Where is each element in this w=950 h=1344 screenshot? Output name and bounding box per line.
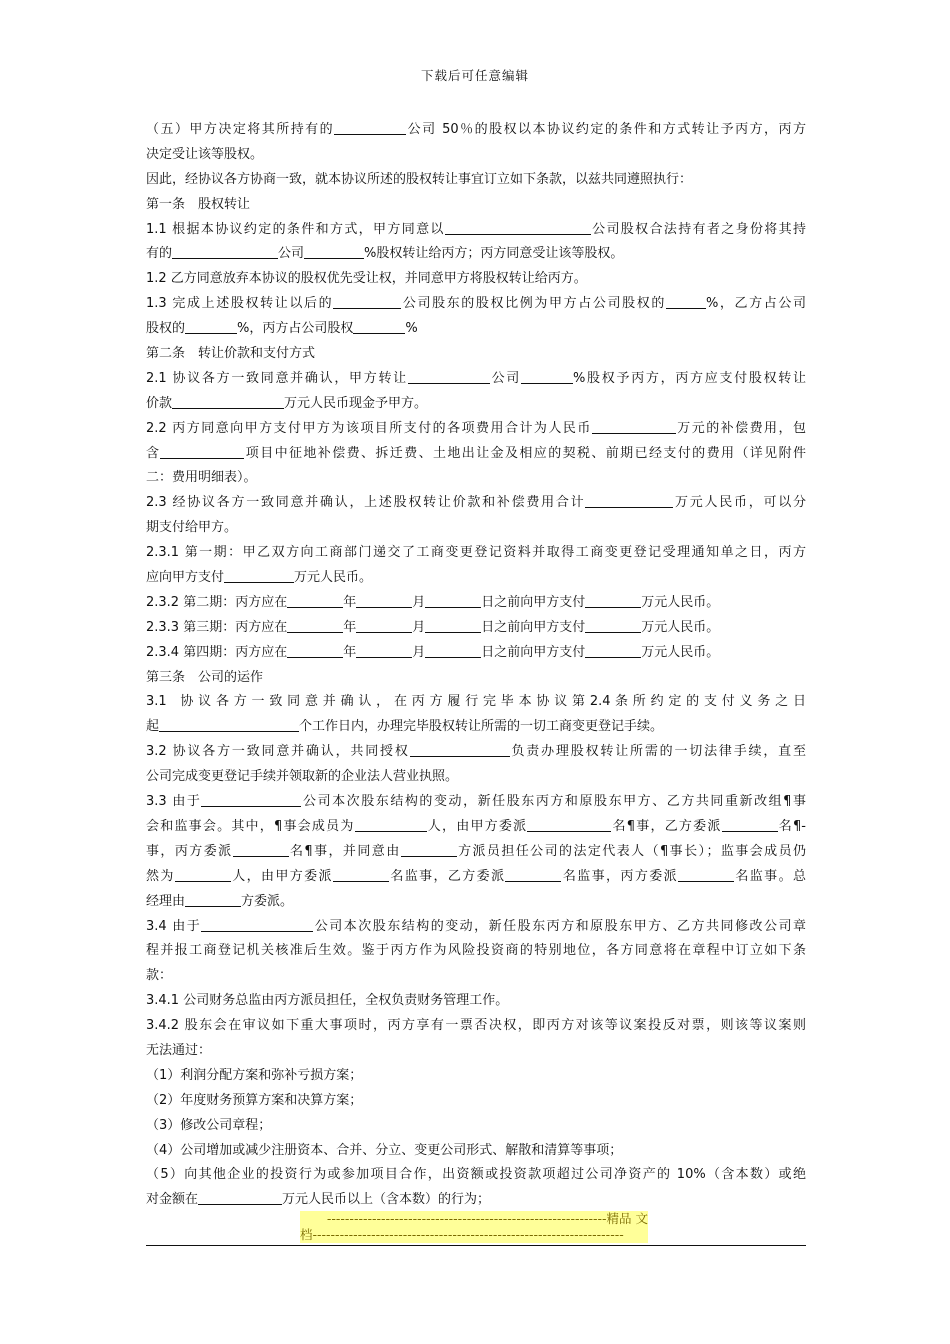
fill-in-blank — [333, 867, 389, 882]
fill-in-blank — [521, 369, 573, 384]
text-line — [146, 143, 806, 168]
text-segment: %股权予丙方，丙方应支付股权转让 — [573, 370, 806, 386]
fill-in-blank — [666, 294, 706, 309]
text-line — [146, 1064, 806, 1089]
text-line — [146, 890, 806, 915]
fill-in-blank — [356, 618, 412, 633]
text-segment: 人，由甲方委派 — [230, 868, 333, 884]
text-segment: 公司 50％的股权以本协议约定的条件和方式转让予丙方，丙方 — [406, 122, 806, 137]
text-segment: 个工作日内，办理完毕股权转让所需的一切工商变更登记手续。 — [299, 719, 664, 735]
text-line — [146, 466, 806, 491]
text-line — [146, 1014, 806, 1039]
fill-in-blank — [353, 319, 405, 334]
text-line — [146, 317, 806, 342]
text-segment: 日之前向甲方支付 — [481, 594, 586, 610]
fill-in-blank — [425, 618, 481, 633]
text-segment: 程并报工商登记机关核准后生效。鉴于丙方作为风险投资商的特别地位，各方同意将在章程中订立如下条 — [146, 943, 806, 959]
text-line — [146, 218, 806, 243]
text-line — [146, 367, 806, 392]
text-segment: 公司完成变更登记手续并领取新的企业法人营业执照。 — [146, 769, 459, 785]
text-segment: 日之前向甲方支付 — [481, 619, 586, 635]
fill-in-blank — [224, 568, 294, 583]
fill-in-blank — [585, 643, 641, 658]
text-segment: 2.3.4 第四期：丙方应在 — [146, 644, 288, 660]
fill-in-blank — [172, 244, 278, 259]
text-segment: 日之前向甲方支付 — [481, 644, 586, 660]
text-segment: 含 — [146, 445, 161, 461]
fill-in-blank — [356, 593, 412, 608]
text-segment: 2.3.3 第三期：丙方应在 — [146, 619, 288, 635]
text-segment: 价款 — [146, 395, 173, 411]
text-line — [146, 1188, 806, 1213]
fill-in-blank — [425, 593, 481, 608]
fill-in-blank — [445, 220, 591, 235]
text-line — [146, 641, 806, 666]
text-segment: 月 — [412, 644, 426, 660]
text-segment: %，乙方占公司 — [705, 296, 806, 312]
text-segment: 股权的 — [146, 321, 186, 337]
text-line — [146, 267, 806, 292]
text-line — [146, 1089, 806, 1114]
fill-in-blank — [356, 643, 412, 658]
text-segment: 第三条 公司的运作 — [146, 669, 264, 685]
text-segment: 事，丙方委派 — [146, 843, 233, 859]
text-line — [146, 616, 806, 641]
text-segment: %，丙方占公司股权 — [237, 321, 354, 337]
text-segment: 3.1 协 议 各 方 一 致 同 意 并 确 认 ， 在 丙 方 履 行 完 毕 本 协 议 第 2.4 条 所 约 定 的 支 付 义 务 之 日 — [146, 694, 806, 710]
text-segment: 期支付给甲方。 — [146, 520, 238, 536]
text-segment: 2.3.1 第一期：甲乙双方向工商部门递交了工商变更登记资料并取得工商变更登记受理通知单之日，丙方 — [146, 545, 806, 561]
text-segment: 名¶事，并同意由 — [288, 843, 401, 859]
fill-in-blank — [172, 394, 284, 409]
text-line — [146, 491, 806, 516]
text-segment: 1.2 乙方同意放弃本协议的股权优先受让权，并同意甲方将股权转让给丙方。 — [146, 271, 587, 287]
text-segment: 2.2 丙方同意向甲方支付甲方为该项目所支付的各项费用合计为人民币 — [146, 420, 592, 436]
text-segment: 3.4.2 股东会在审议如下重大事项时，丙方享有一票否决权，即丙方对该等议案投反对票，则该等议案则 — [146, 1018, 806, 1034]
text-segment: 决定受让该等股权。 — [146, 146, 264, 162]
text-segment: 然为 — [146, 868, 175, 884]
text-segment: 1.1 根据本协议约定的条件和方式，甲方同意以 — [146, 221, 445, 237]
text-segment: 二：费用明细表）。 — [146, 470, 257, 486]
text-segment: 万元人民币现金予甲方。 — [284, 395, 428, 411]
text-segment: （4）公司增加或减少注册资本、合并、分立、变更公司形式、解散和清算等事项； — [146, 1142, 623, 1158]
text-segment: 公司本次股东结构的变动，新任股东丙方和原股东甲方、乙方共同重新改组¶事 — [301, 794, 806, 810]
text-line — [146, 740, 806, 765]
text-segment: 万元人民币。 — [641, 619, 720, 635]
fill-in-blank — [592, 419, 676, 434]
text-segment: %股权转让给丙方；丙方同意受让该等股权。 — [364, 246, 624, 262]
text-line — [146, 1163, 806, 1188]
text-segment: （5）向其他企业的投资行为或参加项目合作，出资额或投资款项超过公司净资产的 10%（含本数）或绝 — [146, 1167, 806, 1183]
fill-in-blank — [678, 867, 734, 882]
text-segment: 万元人民币，可以分 — [673, 495, 806, 511]
text-segment: 年 — [343, 619, 357, 635]
fill-in-blank — [201, 792, 301, 807]
fill-in-blank — [355, 817, 427, 832]
text-segment: 款： — [146, 968, 173, 984]
text-segment: 因此，经协议各方协商一致，就本协议所述的股权转让事宜订立如下条款，以兹共同遵照执行： — [146, 171, 693, 187]
text-segment: 公司股权合法持有者之身份将其持 — [590, 221, 806, 237]
text-segment: 万元人民币。 — [641, 594, 720, 610]
text-segment: （五）甲方决定将其所持有的 — [146, 122, 335, 137]
text-line — [146, 964, 806, 989]
fill-in-blank — [175, 867, 231, 882]
text-segment: 名¶事，乙方委派 — [611, 818, 722, 834]
text-segment: 月 — [412, 619, 426, 635]
text-line — [146, 392, 806, 417]
text-segment: 万元人民币以上（含本数）的行为； — [282, 1192, 491, 1208]
text-line — [146, 915, 806, 940]
page-header: 下载后可任意编辑 — [420, 68, 529, 83]
fill-in-blank — [201, 917, 313, 932]
text-segment: 人，由甲方委派 — [426, 818, 528, 834]
text-segment: 万元人民币。 — [294, 570, 373, 586]
text-line — [146, 765, 806, 790]
text-segment: 第一条 股权转让 — [146, 196, 251, 212]
fill-in-blank — [185, 319, 237, 334]
fill-in-blank — [585, 593, 641, 608]
text-segment: （2）年度财务预算方案和决算方案； — [146, 1092, 363, 1108]
text-segment: 经理由 — [146, 893, 186, 909]
text-line — [146, 1114, 806, 1139]
text-segment: 万元的补偿费用，包 — [675, 420, 806, 436]
text-segment: 2.3.2 第二期：丙方应在 — [146, 594, 288, 610]
text-line — [146, 715, 806, 740]
text-segment: 1.3 完成上述股权转让以后的 — [146, 296, 334, 312]
text-segment: 年 — [343, 594, 357, 610]
text-segment: 有的 — [146, 246, 173, 262]
fill-in-blank — [425, 643, 481, 658]
text-line — [146, 840, 806, 865]
text-line — [146, 242, 806, 267]
fill-in-blank — [185, 892, 241, 907]
text-line — [146, 865, 806, 890]
text-line — [146, 939, 806, 964]
text-segment: 对金额在 — [146, 1192, 199, 1208]
fill-in-blank — [287, 643, 343, 658]
text-segment: 无法通过： — [146, 1042, 212, 1058]
text-line — [146, 989, 806, 1014]
text-line — [146, 1139, 806, 1164]
text-line — [146, 516, 806, 541]
fill-in-blank — [287, 593, 343, 608]
text-segment: 2.1 协议各方一致同意并确认，甲方转让 — [146, 370, 408, 386]
text-segment: % — [405, 321, 418, 337]
text-segment: （3）修改公司章程； — [146, 1117, 272, 1133]
text-line — [146, 1039, 806, 1064]
text-segment: 第二条 转让价款和支付方式 — [146, 346, 316, 362]
text-line — [146, 442, 806, 467]
text-segment: 3.4 由于 — [146, 918, 202, 934]
fill-in-blank — [159, 717, 299, 732]
footer-line-2: 档--------------------------------------------------------------------- — [300, 1227, 624, 1242]
footer-watermark — [300, 1211, 648, 1243]
footer-rule — [146, 1245, 806, 1246]
fill-in-blank — [527, 817, 611, 832]
text-segment: 3.2 协议各方一致同意并确认，共同授权 — [146, 744, 410, 760]
text-segment: 应向甲方支付 — [146, 570, 225, 586]
text-segment: 公司股东的股权比例为甲方占公司股权的 — [401, 296, 666, 312]
text-segment: 公司 — [278, 246, 305, 262]
text-line — [146, 342, 806, 367]
fill-in-blank — [334, 120, 406, 135]
text-segment: 月 — [412, 594, 426, 610]
text-line — [146, 118, 806, 143]
fill-in-blank — [233, 842, 289, 857]
text-line — [146, 168, 806, 193]
text-line — [146, 417, 806, 442]
text-segment: 负责办理股权转让所需的一切法律手续，直至 — [509, 744, 806, 760]
text-line — [146, 790, 806, 815]
text-segment: 名监事。总 — [734, 868, 806, 884]
text-segment: 会和监事会。其中，¶事会成员为 — [146, 818, 355, 834]
text-segment: 名监事，乙方委派 — [388, 868, 506, 884]
text-line — [146, 666, 806, 691]
fill-in-blank — [287, 618, 343, 633]
fill-in-blank — [585, 493, 673, 508]
text-segment: 起 — [146, 719, 160, 735]
text-line — [146, 541, 806, 566]
fill-in-blank — [304, 244, 364, 259]
fill-in-blank — [722, 817, 778, 832]
text-segment: 公司 — [489, 370, 521, 386]
text-segment: 万元人民币。 — [641, 644, 720, 660]
footer-line-1: --------------------------------------------------------------精品 文 — [326, 1211, 648, 1226]
text-segment: 项目中征地补偿费、拆迁费、土地出让金及相应的契税、前期已经支付的费用（详见附件 — [244, 445, 806, 461]
text-line — [146, 566, 806, 591]
fill-in-blank — [333, 294, 401, 309]
fill-in-blank — [401, 842, 457, 857]
text-segment: 名¶- — [777, 818, 806, 834]
text-segment: 公司本次股东结构的变动，新任股东丙方和原股东甲方、乙方共同修改公司章 — [313, 918, 806, 934]
text-segment: 3.4.1 公司财务总监由丙方派员担任，全权负责财务管理工作。 — [146, 993, 509, 1009]
text-line — [146, 193, 806, 218]
text-line — [146, 690, 806, 715]
fill-in-blank — [198, 1190, 282, 1205]
text-segment: 年 — [343, 644, 357, 660]
text-segment: 方委派。 — [241, 893, 294, 909]
fill-in-blank — [410, 742, 510, 757]
text-segment: 3.3 由于 — [146, 794, 202, 810]
text-segment: 方派员担任公司的法定代表人（¶事长）；监事会成员仍 — [456, 843, 806, 859]
fill-in-blank — [585, 618, 641, 633]
fill-in-blank — [160, 444, 244, 459]
fill-in-blank — [408, 369, 490, 384]
fill-in-blank — [505, 867, 561, 882]
text-line — [146, 292, 806, 317]
document-body — [146, 118, 806, 1213]
text-line — [146, 815, 806, 840]
text-segment: （1）利润分配方案和弥补亏损方案； — [146, 1067, 363, 1083]
text-line — [146, 591, 806, 616]
text-segment: 2.3 经协议各方一致同意并确认，上述股权转让价款和补偿费用合计 — [146, 495, 586, 511]
text-segment: 名监事，丙方委派 — [561, 868, 678, 884]
